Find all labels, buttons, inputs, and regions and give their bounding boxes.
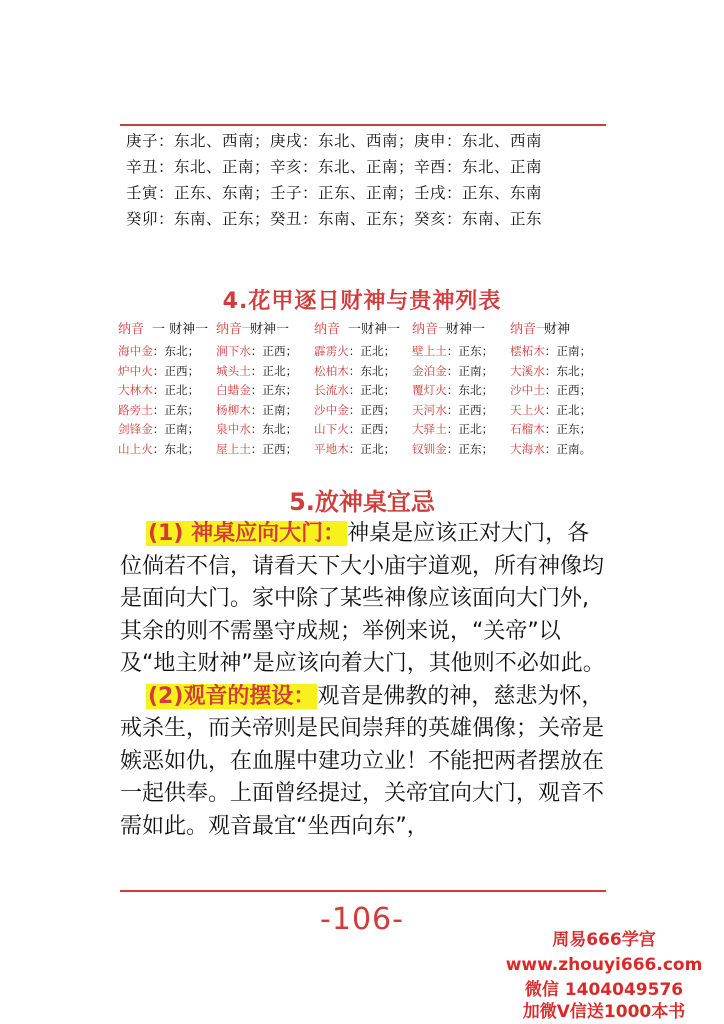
nayin-cell: 剑锋金：正南； [118,422,200,436]
nayin-direction: 正北 [556,402,580,417]
watermark-line: 加微V信送1000本书 [522,1002,686,1022]
nayin-cell: 杨柳木：正南； [216,402,298,417]
direction-row: 壬寅：正东、东南；壬子：正东、正南；壬戌：正东、东南 [126,184,543,202]
nayin-direction: 正北 [164,383,188,397]
nayin-direction: 正南 [556,344,580,358]
nayin-cell: 白蜡金：正东； [216,383,298,397]
nayin-cell: 松柏木：东北； [314,363,396,378]
nayin-row [118,420,610,440]
nayin-name: 大海水 [510,441,545,456]
direction-row: 辛丑：东北、正南；辛亥：东北、正南；辛酉：东北、正南 [126,158,543,176]
nayin-cell: 橒柘木：正南； [510,344,592,358]
nayin-name: 覆灯火 [412,383,447,397]
nayin-name: 山上火 [118,441,153,456]
nayin-direction: 正西 [360,422,384,436]
header-cell: 纳音 [314,322,341,337]
nayin-direction: 东北 [458,383,482,397]
nayin-row [118,362,610,382]
nayin-cell: 壁上土：正东； [412,344,494,358]
nayin-direction: 正北 [458,422,482,436]
nayin-row [118,381,610,401]
nayin-row [118,440,610,460]
nayin-name: 石榴木 [510,422,545,436]
header-cell: 财神一 [446,322,486,337]
header-cell: 纳音 [118,322,145,337]
nayin-cell: 城头土：正北； [216,363,298,378]
section-5-title: 5.放神桌宜忌 [289,488,435,516]
nayin-direction: 正北 [360,441,384,456]
nayin-name: 大驿土 [412,422,447,436]
nayin-name: 橒柘木 [510,344,545,358]
nayin-direction: 正东 [458,344,482,358]
nayin-direction: 正北 [360,344,384,358]
highlight-label: (2)观音的摆设： [148,683,316,709]
watermark-line: 微信 1404049576 [524,980,684,1000]
nayin-direction: 正西 [458,402,482,417]
nayin-name: 金泊金 [412,363,447,378]
nayin-direction: 正南 [262,402,286,417]
nayin-name: 剑锋金 [118,422,153,436]
header-cell: 一 财神一 [152,322,209,337]
nayin-cell: 金泊金：正南； [412,363,494,378]
nayin-direction: 正北 [360,383,384,397]
header-cell: 一财神一 [348,322,401,337]
body-text [120,518,610,843]
nayin-direction: 正北 [262,363,286,378]
header-cell: 财神 [544,322,571,337]
nayin-cell: 大林木：正北； [118,383,200,397]
nayin-name: 平地木 [314,441,349,456]
nayin-name: 大溪水 [510,363,545,378]
nayin-name: 霹雳火 [314,344,349,358]
nayin-name: 白蜡金 [216,383,251,397]
nayin-cell: 天河水：正西； [412,402,494,417]
paragraph-1 [120,518,610,681]
watermark-line: www.zhouyi666.com [505,955,703,975]
nayin-direction: 东北 [164,344,188,358]
nayin-cell: 天上火：正北； [510,402,592,417]
header-cell: 纳音一 [510,322,550,337]
nayin-direction: 正东 [458,441,482,456]
header-cell: 纳音一 [216,322,256,337]
nayin-cell: 平地木：正北； [314,441,396,456]
paragraph-2 [120,681,610,844]
nayin-name: 城头土 [216,363,251,378]
nayin-cell: 石榴木：正东； [510,422,592,436]
nayin-cell: 山下火：正西； [314,422,396,436]
bottom-rule [120,890,606,892]
watermark-line: 周易666学宫 [552,930,656,950]
nayin-direction: 东北 [262,422,286,436]
nayin-cell: 屋上土：正西； [216,441,298,456]
nayin-cell: 长流水：正北； [314,383,396,397]
nayin-cell: 霹雳火：正北； [314,344,396,358]
nayin-cell: 沙中土：正西； [510,383,592,397]
header-cell: 纳音一 [412,322,452,337]
nayin-cell: 大驿土：正北； [412,422,494,436]
nayin-table [118,342,610,459]
nayin-name: 屋上土 [216,441,251,456]
nayin-direction: 正西 [262,441,286,456]
page-number: -106- [320,902,404,937]
nayin-cell: 路旁土：正东； [118,402,200,417]
nayin-direction: 东北 [164,441,188,456]
nayin-cell: 覆灯火：东北； [412,383,494,397]
nayin-cell: 沙中金：正西； [314,402,396,417]
nayin-name: 路旁土 [118,402,153,417]
nayin-direction: 正西 [360,402,384,417]
direction-row: 庚子：东北、西南；庚戌：东北、西南；庚申：东北、西南 [126,132,543,150]
nayin-name: 钗钏金 [412,441,447,456]
header-cell: 财神一 [250,322,290,337]
nayin-direction: 正西 [262,344,286,358]
nayin-name: 大林木 [118,383,153,397]
nayin-direction: 正东 [556,422,580,436]
nayin-name: 沙中土 [510,383,545,397]
nayin-cell: 大溪水：东北； [510,363,592,378]
nayin-name: 沙中金 [314,402,349,417]
nayin-direction: 正南 [458,363,482,378]
nayin-name: 杨柳木 [216,402,251,417]
nayin-direction: 正西 [164,363,188,378]
paragraph-text: 神桌是应该正对大门，各位倘若不信，请看天下大小庙宇道观，所有神像均是面向大门。家中除了某些神像应该面向大门外,其余的则不需墨守成规；举例来说，“关帝”以及“地主财神”是应该向着大门，其他则不必如此。 [120,521,605,676]
nayin-name: 炉中火 [118,363,153,378]
top-rule [120,124,606,126]
nayin-cell: 炉中火：正西； [118,363,200,378]
nayin-row [118,342,610,362]
nayin-direction: 东北 [360,363,384,378]
nayin-cell: 泉中水：东北； [216,422,298,436]
nayin-direction: 正西 [556,383,580,397]
nayin-direction: 正东 [164,402,188,417]
nayin-name: 泉中水 [216,422,251,436]
section-4-title: 4.花甲逐日财神与贵神列表 [222,289,502,314]
nayin-direction: 正南 [164,422,188,436]
direction-table [126,128,604,232]
nayin-header [118,318,608,337]
highlight-label: (1) 神桌应向大门： [148,521,346,546]
nayin-name: 涧下水 [216,344,251,358]
nayin-cell: 涧下水：正西； [216,344,298,358]
nayin-name: 长流水 [314,383,349,397]
nayin-cell: 山上火：东北； [118,441,200,456]
nayin-direction: 正东 [262,383,286,397]
nayin-name: 天上火 [510,402,545,417]
nayin-name: 松柏木 [314,363,349,378]
nayin-name: 天河水 [412,402,447,417]
nayin-direction: 正南 [556,441,580,456]
nayin-cell: 钗钏金：正东； [412,441,494,456]
nayin-cell: 大海水：正南。 [510,441,592,456]
paragraph-text: 观音是佛教的神，慈悲为怀，戒杀生，而关帝则是民间崇拜的英雄偶像；关帝是嫉恶如仇，在血腥中建功立业！不能把两者摆放在一起供奉。上面曾经提过，关帝宜向大门，观音不需如此。观音最宜“坐西向东”， [120,683,605,839]
nayin-row [118,401,610,421]
nayin-name: 海中金 [118,344,153,358]
nayin-name: 山下火 [314,422,349,436]
nayin-name: 壁上土 [412,344,447,358]
nayin-cell: 海中金：东北； [118,344,200,358]
nayin-direction: 东北 [556,363,580,378]
direction-row: 癸卯：东南、正东；癸丑：东南、正东；癸亥：东南、正东 [126,210,543,228]
